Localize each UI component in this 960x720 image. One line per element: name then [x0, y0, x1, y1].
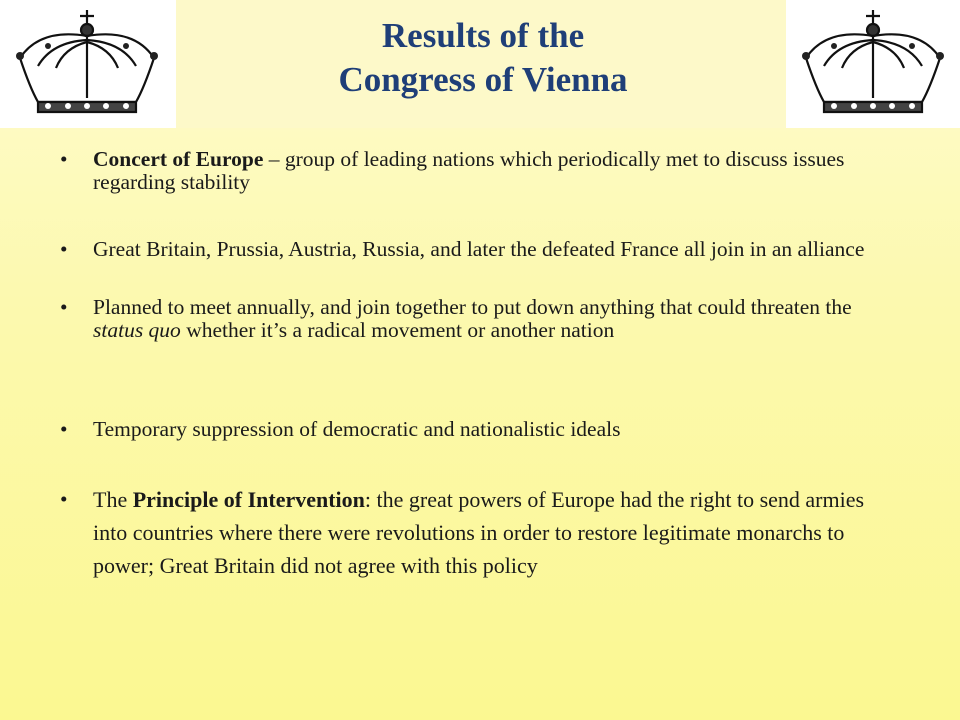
bullet-body-end: : the great powers of Europe had the right to send armies into countries where there were revolutions in order to restore legitimate monarchs to power; Great Britain did not agree with this policy [93, 487, 865, 578]
title-line-1: Results of the [381, 16, 585, 55]
bullet-text [93, 296, 903, 342]
bullet-marker: • [60, 147, 68, 171]
bullet-body: – group of leading nations which periodically met to discuss issues regarding stability [93, 147, 845, 194]
bullet-marker: • [60, 487, 68, 511]
crown-icon [794, 6, 952, 122]
bold-term: Concert of Europe [93, 147, 264, 171]
crown-icon [8, 6, 166, 122]
bullet-text [93, 483, 903, 582]
bullet-body-end: whether it’s a radical movement or another nation [180, 318, 615, 342]
bullet-text [93, 148, 903, 194]
bullet-marker: • [60, 417, 68, 441]
bullet-marker: • [60, 237, 68, 261]
bold-term: Principle of Intervention [132, 487, 365, 512]
bullet-text: Great Britain, Prussia, Austria, Russia, and later the defeated France all join in an alliance [93, 237, 865, 261]
bullet-marker: • [60, 295, 68, 319]
crown-image-right [786, 0, 960, 128]
bullet-body-start: Planned to meet annually, and join together to put down anything that could threaten the [93, 295, 852, 319]
title-line-2: Congress of Vienna [338, 60, 628, 99]
italic-term: status quo [93, 318, 181, 342]
bullet-text: Temporary suppression of democratic and nationalistic ideals [93, 417, 621, 441]
bullet-body-start: The [93, 487, 133, 512]
crown-image-left [0, 0, 176, 128]
slide-title [200, 14, 766, 102]
